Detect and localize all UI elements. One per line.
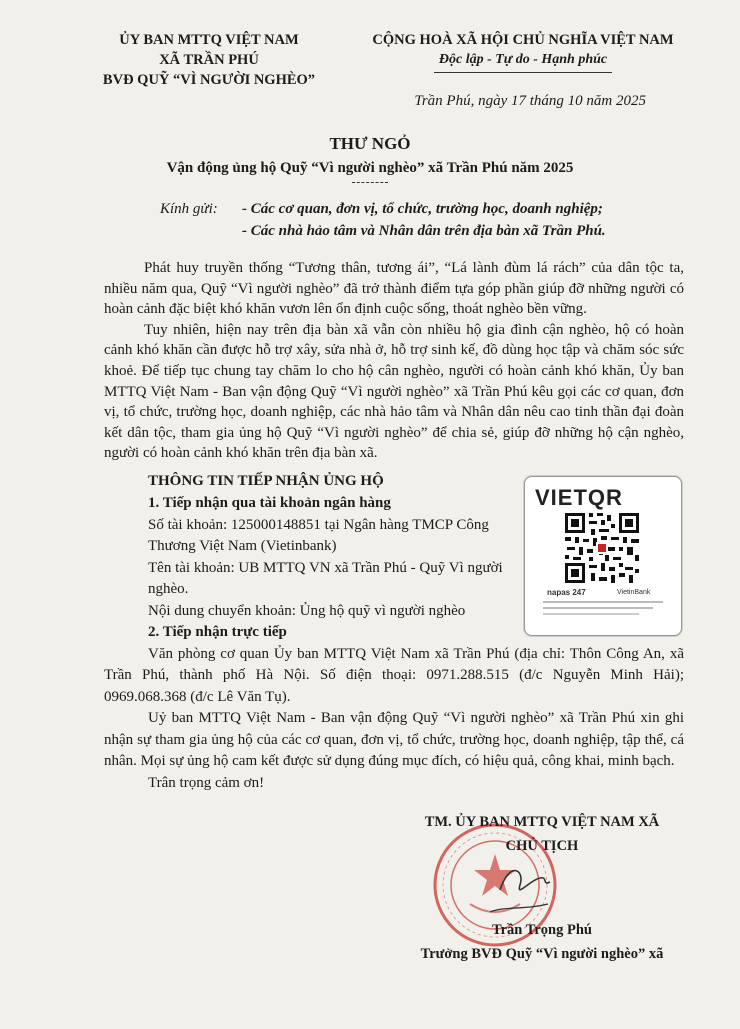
account-name: Tên tài khoản: UB MTTQ VN xã Trần Phú - Quỹ Vì người nghèo. bbox=[148, 559, 503, 597]
info-heading: THÔNG TIN TIẾP NHẬN ỦNG HỘ bbox=[148, 473, 384, 489]
vietqr-card bbox=[524, 476, 682, 636]
qr-fine-print bbox=[543, 613, 639, 615]
issuing-organization bbox=[74, 30, 344, 90]
bank-section bbox=[104, 493, 512, 622]
account-number: Số tài khoản: 125000148851 tại Ngân hàng TMCP Công Thương Việt Nam (Vietinbank) bbox=[148, 516, 489, 554]
document-title: THƯ NGỎ bbox=[329, 134, 411, 153]
direct-section bbox=[104, 622, 684, 794]
office-address: Văn phòng cơ quan Ủy ban MTTQ Việt Nam xã Trần Phú (địa chỉ: Thôn Công An, xã Trần Phú, thành phố Hà Nội. Số điện thoại: 0971.288.515 (đ/c Nguyễn Minh Hải); 0969.068.368 (đ/c Lê Văn Tụ). bbox=[104, 645, 684, 705]
bank-section-title: 1. Tiếp nhận qua tài khoản ngân hàng bbox=[148, 495, 391, 511]
signer-position: CHỦ TỊCH bbox=[505, 838, 579, 854]
org-line-2: XÃ TRẦN PHÚ bbox=[159, 52, 259, 68]
direct-section-title: 2. Tiếp nhận trực tiếp bbox=[148, 624, 287, 640]
closing-thanks: Trân trọng cảm ơn! bbox=[148, 774, 265, 791]
qr-fine-print bbox=[543, 601, 663, 603]
title-divider bbox=[352, 182, 388, 184]
body-paragraph-2: Tuy nhiên, hiện nay trên địa bàn xã vẫn còn nhiều hộ gia đình cận nghèo, hộ có hoàn cảnh khó khăn cần được hỗ trợ xây, sửa nhà ở, hỗ trợ sinh kế, đồ dùng học tập và chăm sóc sức khoẻ. Để tiếp tục chung tay chăm lo cho hộ cân nghèo, người có hoàn cảnh khó khăn, Ủy ban MTTQ Việt Nam - Ban vận động Quỹ “Vì người nghèo” xã Trần Phú kêu gọi các cơ quan, đơn vị, tổ chức, trường học, doanh nghiệp, các nhà hảo tâm và Nhân dân nêu cao tinh thần đại đoàn kết dân tộc, tham gia ủng hộ Quỹ “Vì người nghèo” để chia sẻ, giúp đỡ những hộ cận nghèo, người có hoàn cảnh khó khăn trên địa bàn xã. bbox=[104, 321, 684, 462]
recipient-item: - Các nhà hảo tâm và Nhân dân trên địa bàn xã Trần Phú. bbox=[242, 223, 606, 239]
signer-name: Trần Trọng Phú bbox=[492, 922, 592, 938]
vietqr-logo: VIETQR bbox=[535, 485, 623, 510]
napas-logo: napas 247 bbox=[547, 588, 586, 597]
org-line-3: BVĐ QUỸ “VÌ NGƯỜI NGHÈO” bbox=[102, 72, 316, 88]
qr-code-icon bbox=[563, 511, 641, 585]
body-paragraph-1: Phát huy truyền thống “Tương thân, tương ái”, “Lá lành đùm lá rách” của dân tộc ta, nhiều năm qua, Quỹ “Vì người nghèo” đã trở thành điểm tựa góp phần giúp đỡ những người có hoàn cảnh đặc biệt khó khăn vươn lên ổn định cuộc sống, thoát nghèo bền vững. bbox=[104, 260, 684, 318]
national-header bbox=[358, 30, 688, 73]
signer-organization: TM. ỦY BAN MTTQ VIỆT NAM XÃ bbox=[424, 814, 660, 830]
org-line-1: ỦY BAN MTTQ VIỆT NAM bbox=[119, 32, 299, 48]
qr-fine-print bbox=[543, 607, 653, 609]
document-subtitle: Vận động ủng hộ Quỹ “Vì người nghèo” xã Trần Phú năm 2025 bbox=[166, 160, 574, 176]
vietinbank-logo: VietinBank bbox=[617, 589, 651, 596]
transfer-content: Nội dung chuyển khoản: Ủng hộ quỹ vì người nghèo bbox=[148, 602, 466, 619]
letter-body bbox=[104, 258, 684, 464]
motto-underline bbox=[434, 72, 612, 73]
signer-role: Trưởng BVĐ Quỹ “Vì người nghèo” xã bbox=[420, 946, 664, 962]
signer-identity bbox=[392, 918, 692, 966]
commitment-paragraph: Uỷ ban MTTQ Việt Nam - Ban vận động Quỹ “Vì người nghèo” xã Trần Phú xin ghi nhận sự tham gia ủng hộ của các cơ quan, đơn vị, tổ chức, trường học, doanh nghiệp, tập thể, cá nhân. Mọi sự ủng hộ cam kết được sử dụng đúng mục đích, có hiệu quả, công khai, minh bạch. bbox=[104, 710, 684, 769]
signature-block bbox=[392, 810, 692, 858]
national-motto: Độc lập - Tự do - Hạnh phúc bbox=[438, 52, 608, 67]
document-date: Trần Phú, ngày 17 tháng 10 năm 2025 bbox=[414, 93, 646, 109]
recipient-item: - Các cơ quan, đơn vị, tổ chức, trường học, doanh nghiệp; bbox=[242, 201, 603, 217]
country-name: CỘNG HOÀ XÃ HỘI CHỦ NGHĨA VIỆT NAM bbox=[372, 32, 674, 48]
recipients-label: Kính gửi: bbox=[160, 201, 218, 217]
